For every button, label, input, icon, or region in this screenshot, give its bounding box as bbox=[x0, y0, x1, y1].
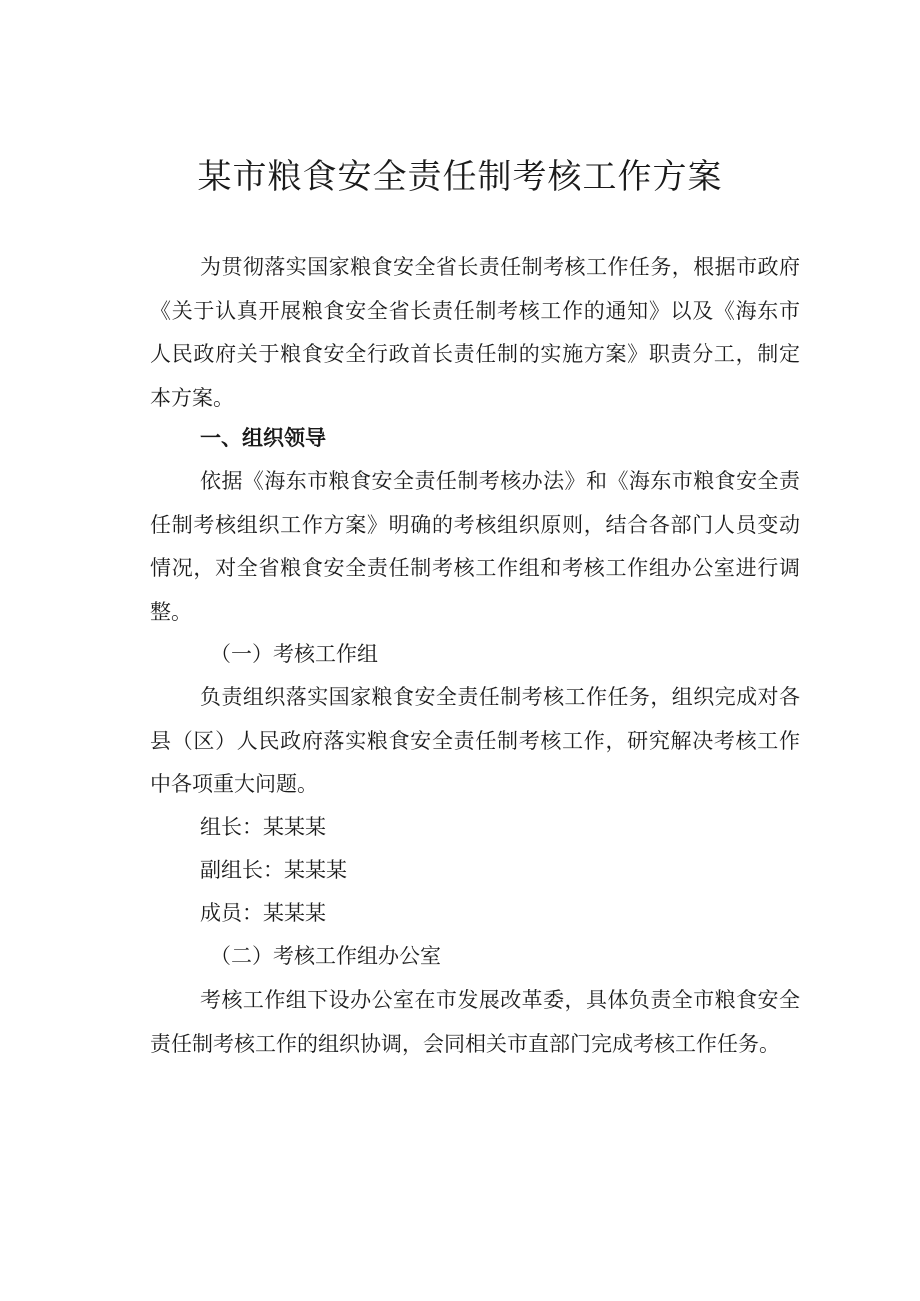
section-paragraph-organization: 依据《海东市粮食安全责任制考核办法》和《海东市粮食安全责任制考核组织工作方案》明确的考核组织原则，结合各部门人员变动情况，对全省粮食安全责任制考核工作组和考核工作组办公室进行调整。 bbox=[150, 469, 800, 624]
subsection-heading-office: （二）考核工作组办公室 bbox=[210, 944, 441, 968]
subsection-paragraph-work-group: 负责组织落实国家粮食安全责任制考核工作任务，组织完成对各县（区）人民政府落实粮食安全责任制考核工作，研究解决考核工作中各项重大问题。 bbox=[150, 685, 800, 796]
group-leader-line: 组长：某某某 bbox=[200, 815, 326, 839]
members-line: 成员：某某某 bbox=[200, 901, 326, 925]
intro-paragraph: 为贯彻落实国家粮食安全省长责任制考核工作任务，根据市政府《关于认真开展粮食安全省长责任制考核工作的通知》以及《海东市人民政府关于粮食安全行政首长责任制的实施方案》职责分工，制定本方案。 bbox=[150, 255, 800, 410]
document-title: 某市粮食安全责任制考核工作方案 bbox=[197, 157, 723, 197]
deputy-leader-line: 副组长：某某某 bbox=[200, 858, 347, 882]
subsection-heading-work-group: （一）考核工作组 bbox=[210, 642, 378, 666]
section-heading-organization: 一、组织领导 bbox=[200, 426, 326, 450]
subsection-paragraph-office: 考核工作组下设办公室在市发展改革委，具体负责全市粮食安全责任制考核工作的组织协调，会同相关市直部门完成考核工作任务。 bbox=[150, 988, 800, 1056]
